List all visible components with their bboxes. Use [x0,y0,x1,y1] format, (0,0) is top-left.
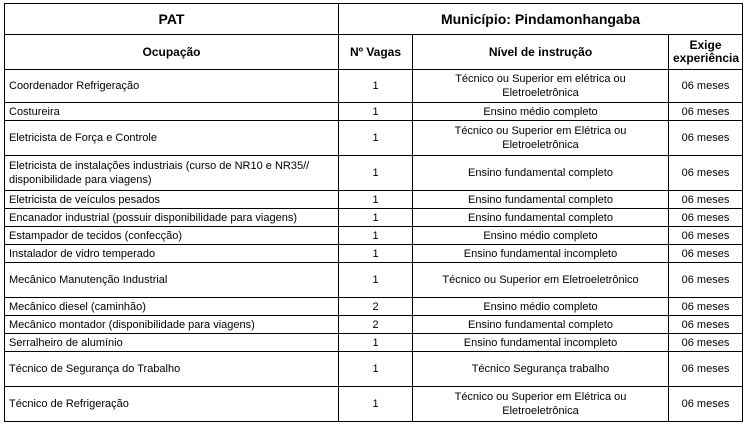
cell-ocupacao: Eletricista de instalações industriais (curso de NR10 e NR35// disponibilidade para viagens) [5,156,339,191]
cell-nivel: Técnico ou Superior em Elétrica ou Eletroeletrônica [413,387,669,422]
cell-vagas: 1 [339,263,413,298]
pat-title: PAT [5,4,339,35]
table-row [5,121,743,156]
cell-vagas: 1 [339,387,413,422]
cell-experiencia: 06 meses [669,209,743,227]
cell-vagas: 1 [339,245,413,263]
table-row [5,263,743,298]
cell-vagas: 2 [339,316,413,334]
cell-ocupacao: Mecânico montador (disponibilidade para viagens) [5,316,339,334]
cell-ocupacao: Coordenador Refrigeração [5,70,339,103]
cell-nivel: Ensino fundamental incompleto [413,245,669,263]
table-row [5,227,743,245]
cell-vagas: 1 [339,227,413,245]
column-header-row [5,35,743,70]
cell-vagas: 1 [339,191,413,209]
cell-nivel: Técnico ou Superior em Elétrica ou Eletroeletrônica [413,121,669,156]
cell-vagas: 2 [339,298,413,316]
cell-nivel: Ensino médio completo [413,103,669,121]
cell-ocupacao: Instalador de vidro temperado [5,245,339,263]
column-header-nivel: Nível de instrução [413,35,669,70]
cell-vagas: 1 [339,156,413,191]
cell-experiencia: 06 meses [669,121,743,156]
cell-nivel: Ensino médio completo [413,298,669,316]
table-row [5,245,743,263]
column-header-ocupacao: Ocupação [5,35,339,70]
table-row [5,316,743,334]
cell-ocupacao: Eletricista de veículos pesados [5,191,339,209]
cell-ocupacao: Encanador industrial (possuir disponibilidade para viagens) [5,209,339,227]
table-row [5,334,743,352]
table-row [5,209,743,227]
title-row [5,4,743,35]
table-row [5,387,743,422]
cell-experiencia: 06 meses [669,70,743,103]
cell-experiencia: 06 meses [669,156,743,191]
cell-nivel: Técnico ou Superior em elétrica ou Eletroeletrônica [413,70,669,103]
cell-nivel: Ensino fundamental completo [413,191,669,209]
municipality-title: Município: Pindamonhangaba [339,4,743,35]
table-row [5,156,743,191]
table-row [5,103,743,121]
cell-ocupacao: Técnico de Refrigeração [5,387,339,422]
cell-experiencia: 06 meses [669,103,743,121]
cell-experiencia: 06 meses [669,352,743,387]
cell-experiencia: 06 meses [669,316,743,334]
cell-nivel: Ensino médio completo [413,227,669,245]
column-header-vagas: Nº Vagas [339,35,413,70]
cell-ocupacao: Mecânico diesel (caminhão) [5,298,339,316]
cell-experiencia: 06 meses [669,298,743,316]
cell-vagas: 1 [339,209,413,227]
table-row [5,352,743,387]
table-row [5,298,743,316]
cell-vagas: 1 [339,70,413,103]
cell-nivel: Ensino fundamental completo [413,156,669,191]
cell-nivel: Ensino fundamental incompleto [413,334,669,352]
cell-experiencia: 06 meses [669,387,743,422]
table-row [5,70,743,103]
vacancies-table [4,3,743,422]
cell-experiencia: 06 meses [669,334,743,352]
cell-nivel: Ensino fundamental completo [413,209,669,227]
cell-ocupacao: Técnico de Segurança do Trabalho [5,352,339,387]
cell-nivel: Técnico ou Superior em Eletroeletrônico [413,263,669,298]
cell-vagas: 1 [339,352,413,387]
cell-ocupacao: Eletricista de Força e Controle [5,121,339,156]
cell-ocupacao: Costureira [5,103,339,121]
cell-ocupacao: Serralheiro de alumínio [5,334,339,352]
cell-experiencia: 06 meses [669,227,743,245]
cell-vagas: 1 [339,334,413,352]
cell-nivel: Técnico Segurança trabalho [413,352,669,387]
column-header-experiencia: Exige experiência [669,35,743,70]
cell-nivel: Ensino fundamental completo [413,316,669,334]
cell-experiencia: 06 meses [669,263,743,298]
table-row [5,191,743,209]
cell-ocupacao: Estampador de tecidos (confecção) [5,227,339,245]
cell-experiencia: 06 meses [669,191,743,209]
cell-ocupacao: Mecânico Manutenção Industrial [5,263,339,298]
cell-experiencia: 06 meses [669,245,743,263]
cell-vagas: 1 [339,121,413,156]
cell-vagas: 1 [339,103,413,121]
